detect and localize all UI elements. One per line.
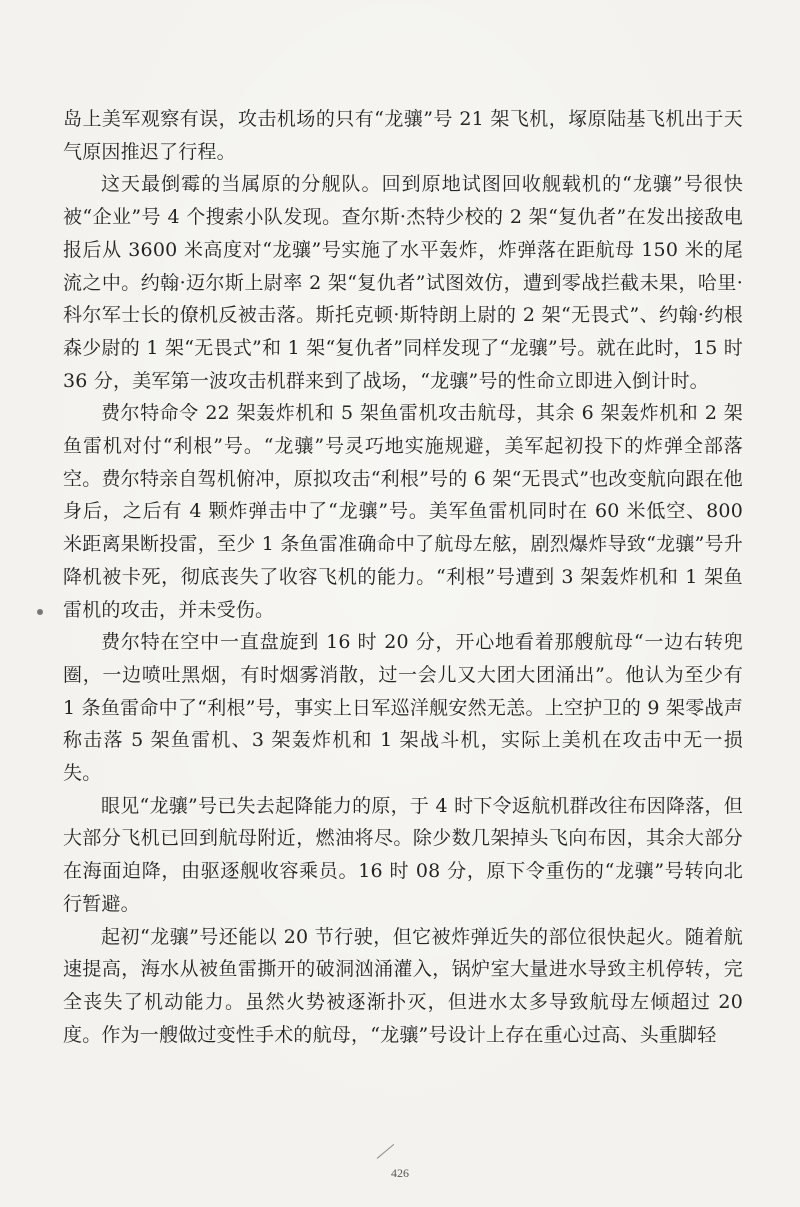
- paragraph: 眼见“龙骧”号已失去起降能力的原，于 4 时下令返航机群改往布因降落，但大部分飞机已回到航母附近，燃油将尽。除少数几架掉头飞向布因，其余大部分在海面迫降，由驱逐舰收容乘员。16 时 08 分，原下令重伤的“龙骧”号转向北行暂避。: [63, 794, 743, 915]
- paragraph: 起初“龙骧”号还能以 20 节行驶，但它被炸弹近失的部位很快起火。随着航速提高，海水从被鱼雷撕开的破洞汹涌灌入，锅炉室大量进水导致主机停转，完全丧失了机动能力。虽然火势被逐渐扑灭，但进水太多导致航母左倾超过 20 度。作为一艘做过变性手术的航母，“龙骧”号设计上存在重心过高、头重脚轻: [63, 925, 743, 1046]
- body-text: [63, 103, 743, 1051]
- paragraph: 费尔特命令 22 架轰炸机和 5 架鱼雷机攻击航母，其余 6 架轰炸机和 2 架鱼雷机对付“利根”号。“龙骧”号灵巧地实施规避，美军起初投下的炸弹全部落空。费尔特亲自驾机俯冲，原拟攻击“利根”号的 6 架“无畏式”也改变航向跟在他身后，之后有 4 颗炸弹击中了“龙骧”号。美军鱼雷机同时在 60 米低空、800 米距离果断投雷，至少 1 条鱼雷准确命中了航母左舷，剧烈爆炸导致“龙骧”号升降机被卡死，彻底丧失了收容飞机的能力。“利根”号遭到 3 架轰炸机和 1 架鱼雷机的攻击，并未受伤。: [63, 402, 743, 621]
- page-number: 426: [391, 1166, 409, 1180]
- paragraph-continued: 岛上美军观察有误，攻击机场的只有“龙骧”号 21 架飞机，塚原陆基飞机出于天气原因推迟了行程。: [63, 108, 743, 163]
- page-number-slash: [377, 1144, 394, 1159]
- paragraph: 这天最倒霉的当属原的分舰队。回到原地试图回收舰载机的“龙骧”号很快被“企业”号 4 个搜索小队发现。查尔斯·杰特少校的 2 架“复仇者”在发出接敌电报后从 3600 米高度对“龙骧”号实施了水平轰炸，炸弹落在距航母 150 米的尾流之中。约翰·迈尔斯上尉率 2 架“复仇者”试图效仿，遭到零战拦截未果，哈里·科尔军士长的僚机反被击落。斯托克顿·斯特朗上尉的 2 架“无畏式”、约翰·约根森少尉的 1 架“无畏式”和 1 架“复仇者”同样发现了“龙骧”号。就在此时，15 时 36 分，美军第一波攻击机群来到了战场，“龙骧”号的性命立即进入倒计时。: [63, 173, 743, 392]
- margin-dot-mark: [37, 609, 43, 615]
- paragraph: 费尔特在空中一直盘旋到 16 时 20 分，开心地看着那艘航母“一边右转兜圈，一边喷吐黑烟，有时烟雾消散，过一会儿又大团大团涌出”。他认为至少有 1 条鱼雷命中了“利根”号，事实上日军巡洋舰安然无恙。上空护卫的 9 架零战声称击落 5 架鱼雷机、3 架轰炸机和 1 架战斗机，实际上美机在攻击中无一损失。: [63, 631, 743, 785]
